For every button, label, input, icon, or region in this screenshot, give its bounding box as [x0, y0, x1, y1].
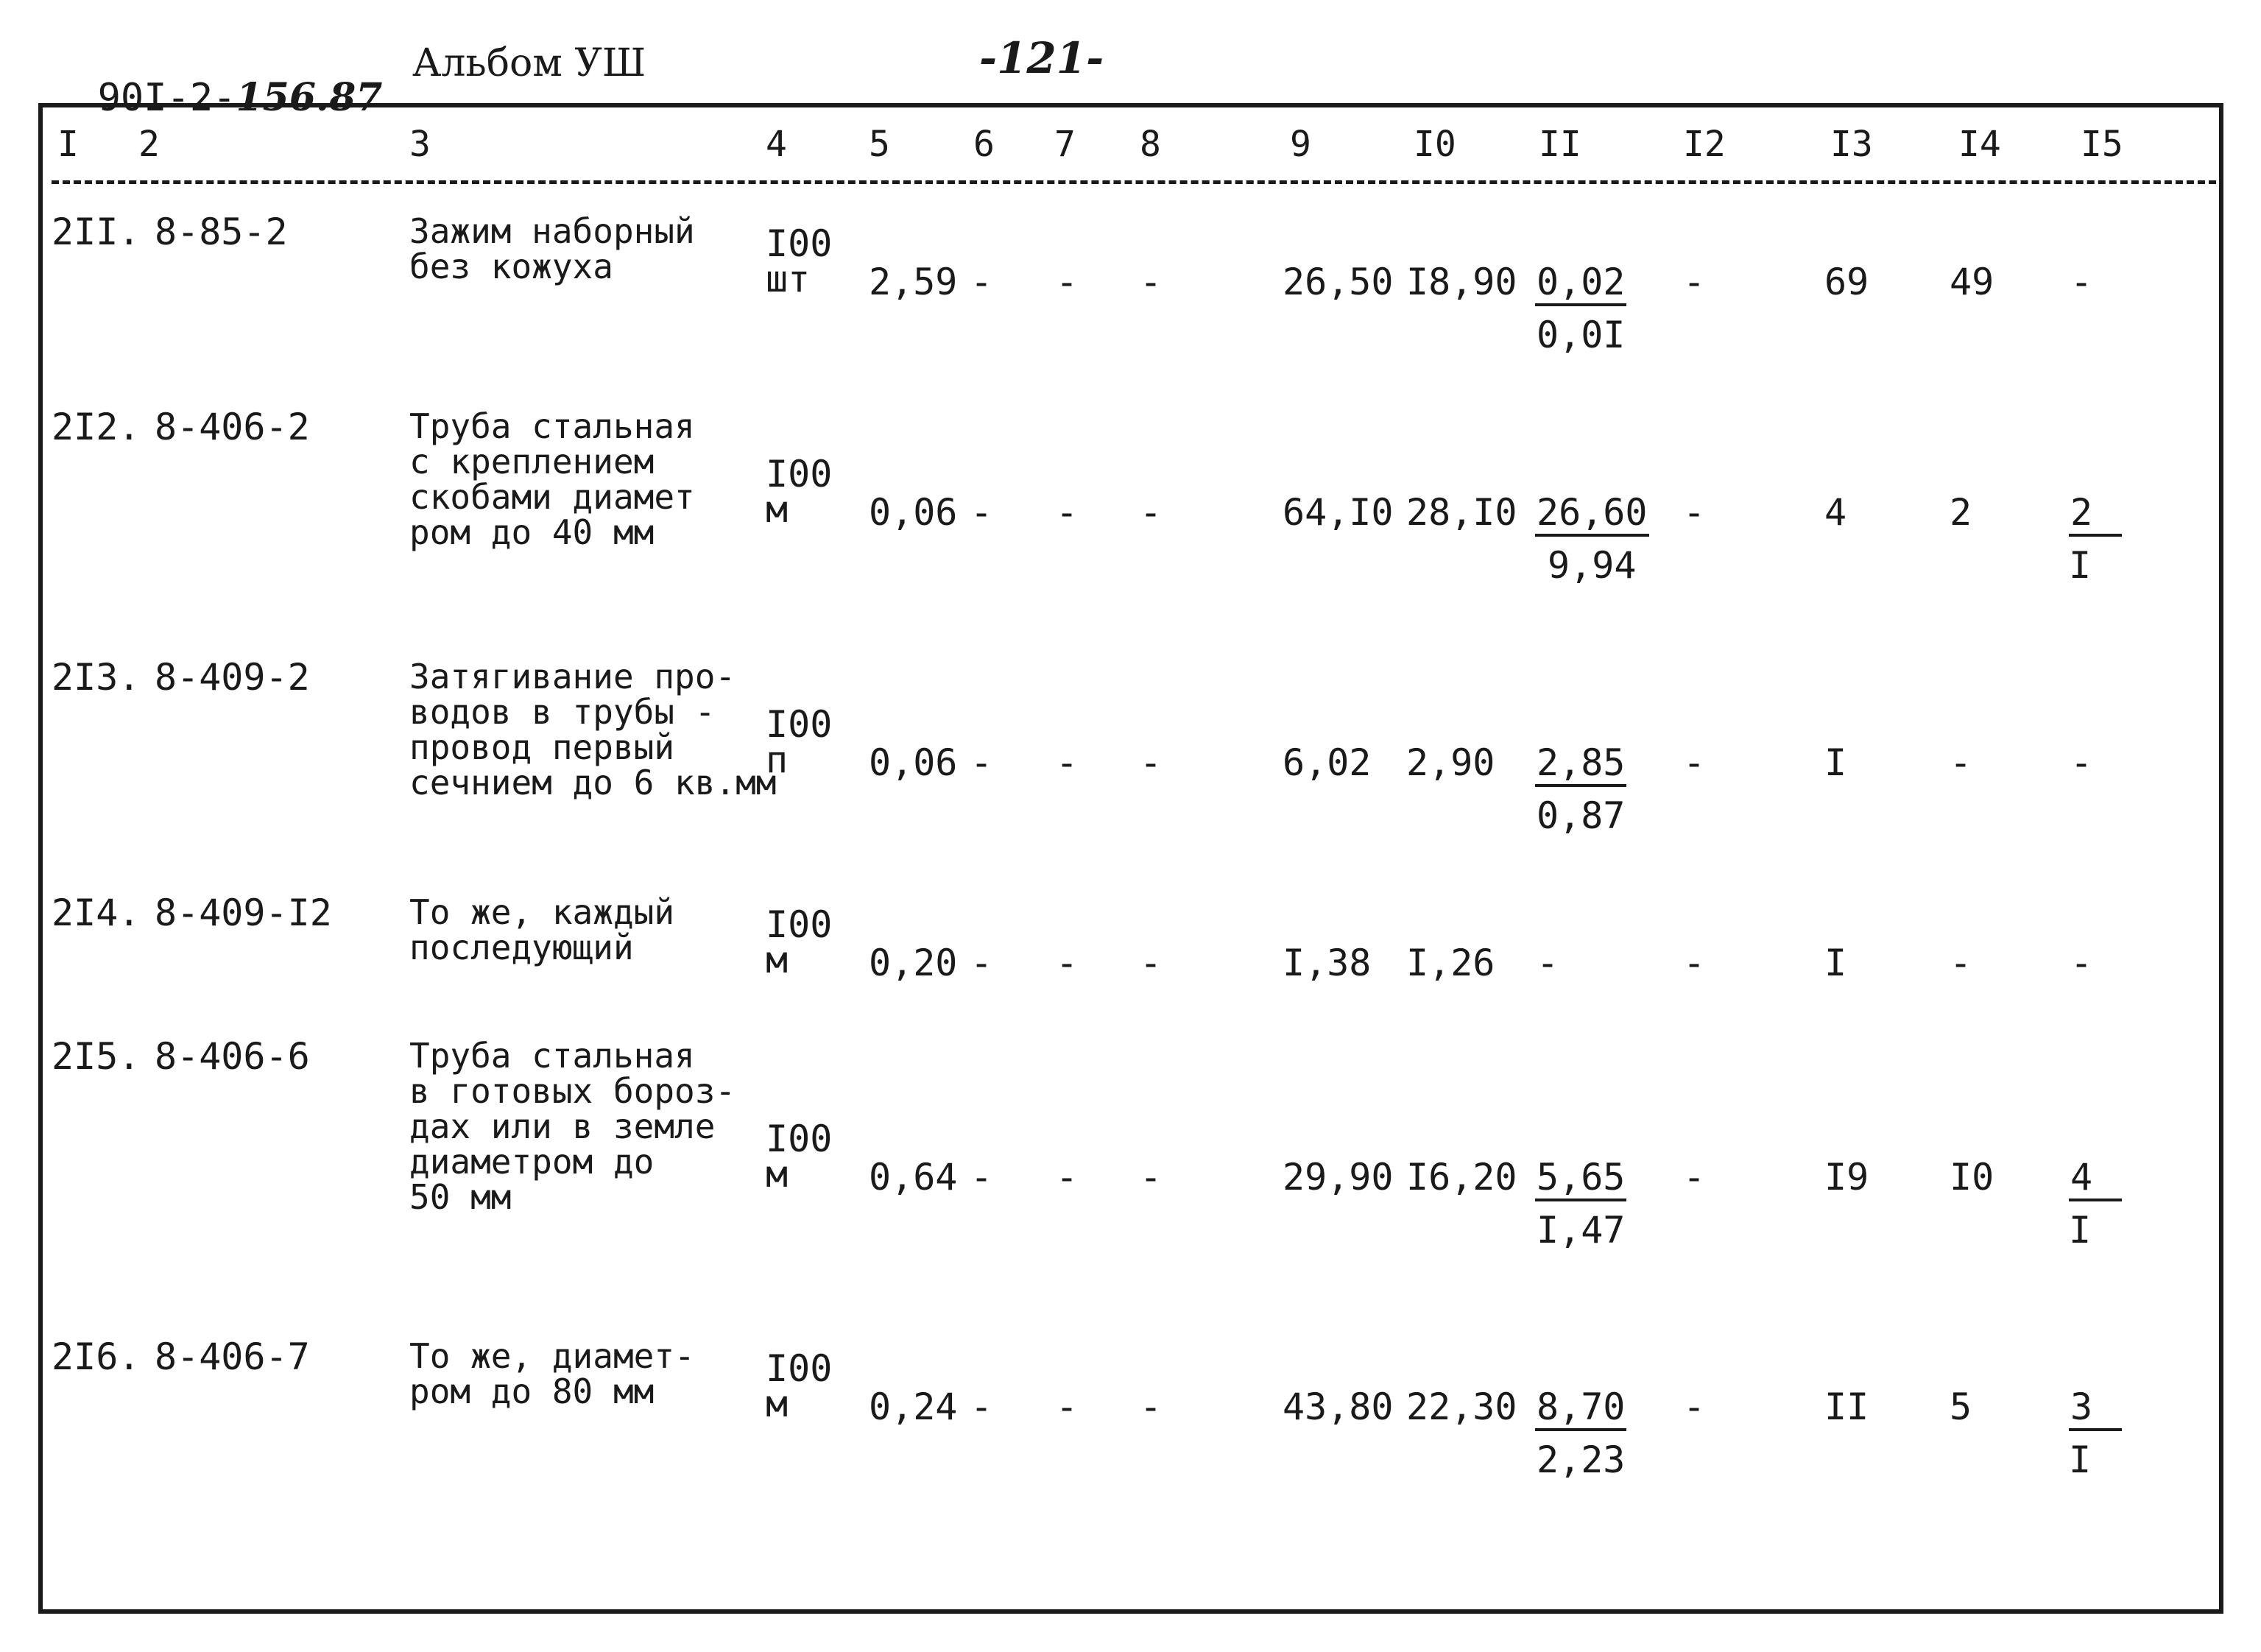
- row-col-7: -: [1056, 1156, 1079, 1199]
- row-col-8: -: [1140, 261, 1163, 303]
- row-col-5: 2,59: [869, 261, 958, 303]
- row-col-15: [2069, 942, 2094, 984]
- row-unit: м: [766, 488, 789, 531]
- row-col-7: -: [1056, 741, 1079, 784]
- column-header-9: 9: [1290, 124, 1311, 165]
- row-col-9: 26,50: [1283, 261, 1394, 303]
- row-col-7: -: [1056, 491, 1079, 534]
- row-col-8: -: [1140, 1156, 1163, 1199]
- row-col-11: [1535, 491, 1649, 587]
- document-number-handwritten: 156.87: [236, 75, 383, 120]
- row-col-11-numerator: 26,60: [1535, 494, 1649, 537]
- row-col-13: I: [1824, 741, 1847, 784]
- row-col-10: 2,90: [1406, 741, 1495, 784]
- row-col-15: [2069, 261, 2094, 303]
- row-unit: м: [766, 939, 789, 981]
- row-col-15-numerator: -: [2070, 741, 2093, 784]
- row-unit: м: [766, 1383, 789, 1425]
- page-number: -121-: [979, 33, 1104, 83]
- row-col-6: -: [970, 741, 993, 784]
- row-description-line: последующий: [409, 928, 634, 967]
- row-col-13: 4: [1824, 491, 1847, 534]
- row-description-line: в готовых бороз-: [409, 1071, 736, 1111]
- row-col-11-numerator: 0,02: [1535, 264, 1626, 306]
- row-col-6: -: [970, 261, 993, 303]
- row-col-9: 43,80: [1283, 1386, 1394, 1428]
- row-col-13: I: [1824, 942, 1847, 984]
- row-code: 8-406-7: [155, 1335, 310, 1378]
- column-header-11: II: [1539, 124, 1581, 165]
- row-description-line: провод первый: [409, 727, 675, 767]
- column-header-7: 7: [1054, 124, 1076, 165]
- row-col-11-numerator: -: [1537, 942, 1559, 984]
- column-header-4: 4: [766, 124, 787, 165]
- row-unit: шт: [766, 258, 811, 300]
- row-col-14: 2: [1950, 491, 1972, 534]
- row-col-14: -: [1950, 942, 1972, 984]
- album-label: Альбом УШ: [412, 41, 646, 85]
- document-number-printed: 90I-2-: [97, 76, 236, 120]
- row-col-9: 29,90: [1283, 1156, 1394, 1199]
- row-description-line: ром до 40 мм: [409, 512, 655, 552]
- row-col-12: -: [1683, 261, 1706, 303]
- row-col-11-denominator: I,47: [1537, 1209, 1626, 1252]
- row-unit-qty: I00: [766, 903, 833, 946]
- row-col-15-numerator: 3: [2069, 1388, 2122, 1431]
- row-unit: п: [766, 738, 789, 781]
- row-col-11-denominator: 2,23: [1537, 1439, 1626, 1481]
- row-col-6: -: [970, 1156, 993, 1199]
- row-col-5: 0,64: [869, 1156, 958, 1199]
- row-col-11-numerator: 8,70: [1535, 1388, 1626, 1431]
- row-col-5: 0,24: [869, 1386, 958, 1428]
- row-col-11: [1535, 1156, 1626, 1252]
- row-col-11-numerator: 2,85: [1535, 744, 1626, 787]
- row-col-15-denominator: I: [2069, 1209, 2092, 1252]
- row-col-14: 5: [1950, 1386, 1972, 1428]
- row-col-6: -: [970, 1386, 993, 1428]
- row-description-line: Труба стальная: [409, 1036, 695, 1076]
- row-col-12: -: [1683, 491, 1706, 534]
- column-header-6: 6: [973, 124, 995, 165]
- row-col-15-numerator: 2: [2069, 494, 2122, 537]
- column-header-12: I2: [1683, 124, 1726, 165]
- column-header-5: 5: [869, 124, 890, 165]
- row-description-line: Труба стальная: [409, 406, 695, 446]
- row-description-line: ром до 80 мм: [409, 1372, 655, 1411]
- row-code: 8-409-2: [155, 656, 310, 699]
- row-col-10: I8,90: [1406, 261, 1517, 303]
- row-col-11-denominator: 0,87: [1537, 794, 1626, 837]
- table-frame: [38, 103, 2223, 1614]
- row-description-line: с креплением: [409, 442, 655, 481]
- column-header-14: I4: [1958, 124, 2001, 165]
- row-number: 2I5.: [52, 1035, 141, 1078]
- row-col-9: I,38: [1283, 942, 1372, 984]
- row-col-5: 0,06: [869, 741, 958, 784]
- row-description-line: То же, каждый: [409, 892, 675, 932]
- row-col-14: I0: [1950, 1156, 1994, 1199]
- row-col-15-denominator: I: [2069, 544, 2092, 587]
- row-description-line: Затягивание про-: [409, 657, 736, 696]
- row-col-11: [1535, 1386, 1626, 1481]
- row-unit: м: [766, 1153, 789, 1196]
- row-col-8: -: [1140, 942, 1163, 984]
- row-col-11: [1535, 741, 1626, 837]
- row-unit-qty: I00: [766, 1347, 833, 1390]
- row-code: 8-406-6: [155, 1035, 310, 1078]
- row-col-15: [2069, 741, 2094, 784]
- row-col-9: 64,I0: [1283, 491, 1394, 534]
- row-number: 2I3.: [52, 656, 141, 699]
- row-col-15: [2069, 1156, 2122, 1252]
- row-col-15-numerator: -: [2070, 942, 2093, 984]
- row-col-13: II: [1824, 1386, 1869, 1428]
- row-description-line: То же, диамет-: [409, 1336, 695, 1376]
- row-col-15: [2069, 491, 2122, 587]
- row-col-9: 6,02: [1283, 741, 1372, 784]
- row-col-12: -: [1683, 1386, 1706, 1428]
- row-unit-qty: I00: [766, 453, 833, 495]
- row-code: 8-409-I2: [155, 892, 332, 934]
- row-description-line: 50 мм: [409, 1177, 512, 1217]
- row-col-13: I9: [1824, 1156, 1869, 1199]
- row-col-7: -: [1056, 1386, 1079, 1428]
- row-description-line: диаметром до: [409, 1142, 655, 1182]
- row-col-14: -: [1950, 741, 1972, 784]
- row-col-13: 69: [1824, 261, 1869, 303]
- column-header-1: I: [57, 124, 79, 165]
- row-col-7: -: [1056, 942, 1079, 984]
- row-description-line: Зажим наборный: [409, 211, 695, 251]
- row-col-12: -: [1683, 942, 1706, 984]
- column-header-10: I0: [1414, 124, 1456, 165]
- row-col-11: [1535, 942, 1560, 984]
- row-unit-qty: I00: [766, 1118, 833, 1160]
- row-col-10: I6,20: [1406, 1156, 1517, 1199]
- row-col-7: -: [1056, 261, 1079, 303]
- row-number: 2I4.: [52, 892, 141, 934]
- row-col-10: 28,I0: [1406, 491, 1517, 534]
- row-unit-qty: I00: [766, 222, 833, 265]
- row-col-10: 22,30: [1406, 1386, 1517, 1428]
- row-number: 2II.: [52, 211, 141, 253]
- row-col-8: -: [1140, 741, 1163, 784]
- row-col-11-denominator: 9,94: [1548, 544, 1637, 587]
- column-header-15: I5: [2081, 124, 2123, 165]
- row-col-11: [1535, 261, 1626, 356]
- row-unit-qty: I00: [766, 703, 833, 746]
- row-col-12: -: [1683, 741, 1706, 784]
- row-code: 8-406-2: [155, 406, 310, 448]
- row-code: 8-85-2: [155, 211, 288, 253]
- row-col-14: 49: [1950, 261, 1994, 303]
- column-header-8: 8: [1140, 124, 1161, 165]
- row-number: 2I6.: [52, 1335, 141, 1378]
- row-col-5: 0,06: [869, 491, 958, 534]
- row-col-15-numerator: 4: [2069, 1159, 2122, 1201]
- row-col-15: [2069, 1386, 2122, 1481]
- row-col-11-numerator: 5,65: [1535, 1159, 1626, 1201]
- row-description-line: скобами диамет: [409, 477, 695, 517]
- column-header-13: I3: [1830, 124, 1873, 165]
- header-rule: [52, 180, 2216, 184]
- row-col-12: -: [1683, 1156, 1706, 1199]
- row-col-5: 0,20: [869, 942, 958, 984]
- row-col-11-denominator: 0,0I: [1537, 314, 1626, 356]
- row-description-line: сечнием до 6 кв.мм: [409, 763, 777, 802]
- row-col-8: -: [1140, 1386, 1163, 1428]
- column-header-3: 3: [409, 124, 431, 165]
- row-description-line: водов в трубы -: [409, 692, 716, 732]
- column-header-2: 2: [138, 124, 160, 165]
- row-col-6: -: [970, 491, 993, 534]
- row-description-line: дах или в земле: [409, 1106, 716, 1146]
- row-col-15-numerator: -: [2070, 261, 2093, 303]
- row-number: 2I2.: [52, 406, 141, 448]
- row-col-10: I,26: [1406, 942, 1495, 984]
- row-col-8: -: [1140, 491, 1163, 534]
- row-description-line: без кожуха: [409, 247, 613, 286]
- row-col-15-denominator: I: [2069, 1439, 2092, 1481]
- row-col-6: -: [970, 942, 993, 984]
